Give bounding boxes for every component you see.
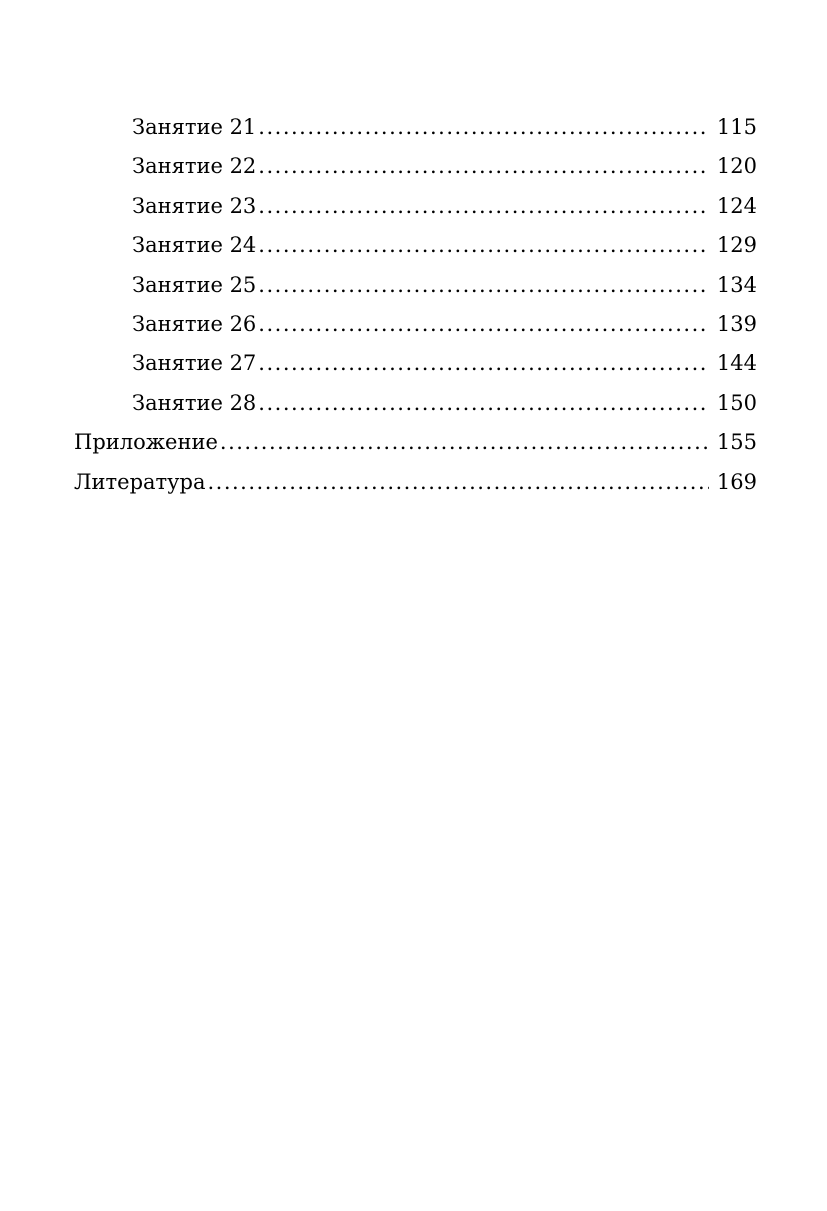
dot-leader (220, 423, 709, 462)
toc-entry[interactable] (74, 226, 757, 265)
toc-entry-page: 155 (716, 430, 757, 455)
toc-entry[interactable] (74, 266, 757, 305)
dot-leader (258, 147, 709, 186)
toc-entry-page: 150 (716, 390, 757, 415)
toc-entry-label: Литература (74, 469, 206, 494)
toc-entry[interactable] (74, 305, 757, 344)
toc-entry-page: 144 (716, 351, 757, 376)
dot-leader (258, 384, 709, 423)
dot-leader (258, 266, 709, 305)
toc-entry-label: Занятие 25 (132, 272, 257, 297)
toc-entry-page: 134 (716, 272, 757, 297)
toc-entry-label: Занятие 21 (132, 115, 257, 139)
dot-leader (258, 187, 709, 226)
toc-entry[interactable] (74, 384, 757, 423)
toc-entry-label: Занятие 24 (132, 233, 257, 258)
toc-entry-label: Занятие 23 (132, 193, 257, 218)
toc-entry-label: Занятие 28 (132, 390, 257, 415)
dot-leader (258, 108, 709, 147)
toc-entry[interactable] (74, 463, 757, 502)
toc-entry[interactable] (74, 187, 757, 226)
toc-entry[interactable] (74, 147, 757, 186)
dot-leader (258, 226, 709, 265)
toc-entry-label: Занятие 22 (132, 154, 257, 179)
toc-entry-page: 129 (716, 233, 757, 258)
toc-entry-label: Приложение (74, 430, 218, 455)
dot-leader (258, 305, 709, 344)
toc-entry-page: 169 (716, 469, 757, 494)
toc-entry[interactable] (74, 423, 757, 462)
toc-entry-label: Занятие 27 (132, 351, 257, 376)
toc-entry-page: 120 (716, 154, 757, 179)
dot-leader (207, 463, 708, 502)
toc-entry-label: Занятие 26 (132, 311, 257, 336)
toc-entry[interactable] (74, 344, 757, 383)
table-of-contents (74, 108, 757, 502)
toc-entry[interactable] (74, 108, 757, 147)
toc-entry-page: 139 (716, 311, 757, 336)
toc-entry-page: 115 (716, 115, 757, 139)
dot-leader (258, 344, 709, 383)
toc-entry-page: 124 (716, 193, 757, 218)
